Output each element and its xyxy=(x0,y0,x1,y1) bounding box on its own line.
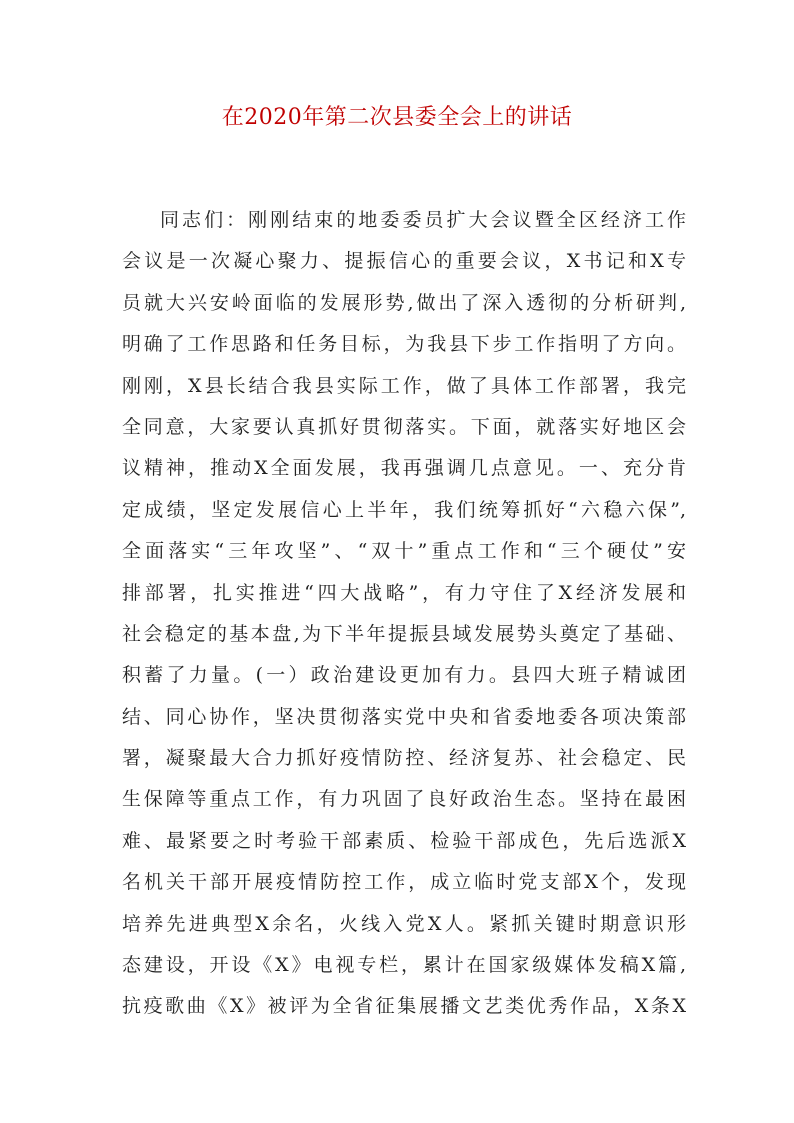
paragraph-line: 积蓄了力量。(一）政治建设更加有力。县四大班子精诚团 xyxy=(122,664,686,687)
paragraph-line: 全同意，大家要认真抓好贯彻落实。下面，就落实好地区会 xyxy=(122,415,686,438)
paragraph-line: 培养先进典型X余名，火线入党X人。紧抓关键时期意识形 xyxy=(122,912,686,935)
document-title: 在2020年第二次县委全会上的讲话 xyxy=(221,105,573,130)
paragraph-line: 生保障等重点工作，有力巩固了良好政治生态。坚持在最困 xyxy=(122,788,686,811)
paragraph-line: 署，凝聚最大合力抓好疫情防控、经济复苏、社会稳定、民 xyxy=(122,747,686,770)
paragraph-line: 会议是一次凝心聚力、提振信心的重要会议，X书记和X专 xyxy=(122,250,686,273)
paragraph-line: 刚刚，X县长结合我县实际工作，做了具体工作部署，我完 xyxy=(122,374,686,397)
paragraph-line: 难、最紧要之时考验干部素质、检验干部成色，先后选派X xyxy=(122,829,686,852)
paragraph-line: 同志们：刚刚结束的地委委员扩大会议暨全区经济工作 xyxy=(160,209,686,231)
paragraph-line: 抗疫歌曲《X》被评为全省征集展播文艺类优秀作品，X条X xyxy=(122,995,686,1018)
paragraph-line: 议精神，推动X全面发展，我再强调几点意见。一、充分肯 xyxy=(122,457,686,480)
paragraph-line: 名机关干部开展疫情防控工作，成立临时党支部X个，发现 xyxy=(122,871,686,894)
paragraph-line: 排部署，扎实推进“四大战略”，有力守住了X经济发展和 xyxy=(122,581,686,604)
paragraph-line: 结、同心协作，坚决贯彻落实党中央和省委地委各项决策部 xyxy=(122,705,686,728)
paragraph-line: 定成绩，坚定发展信心上半年，我们统筹抓好“六稳六保”, xyxy=(122,498,686,521)
paragraph-line: 员就大兴安岭面临的发展形势,做出了深入透彻的分析研判, xyxy=(122,291,686,314)
paragraph-line: 态建设，开设《X》电视专栏，累计在国家级媒体发稿X篇, xyxy=(122,954,686,977)
document-body xyxy=(122,200,686,1028)
paragraph-line: 全面落实“三年攻坚”、“双十”重点工作和“三个硬仗”安 xyxy=(122,540,686,563)
paragraph-line: 社会稳定的基本盘,为下半年提振县域发展势头奠定了基础、 xyxy=(122,622,686,645)
paragraph-line: 明确了工作思路和任务目标，为我县下步工作指明了方向。 xyxy=(122,333,686,356)
